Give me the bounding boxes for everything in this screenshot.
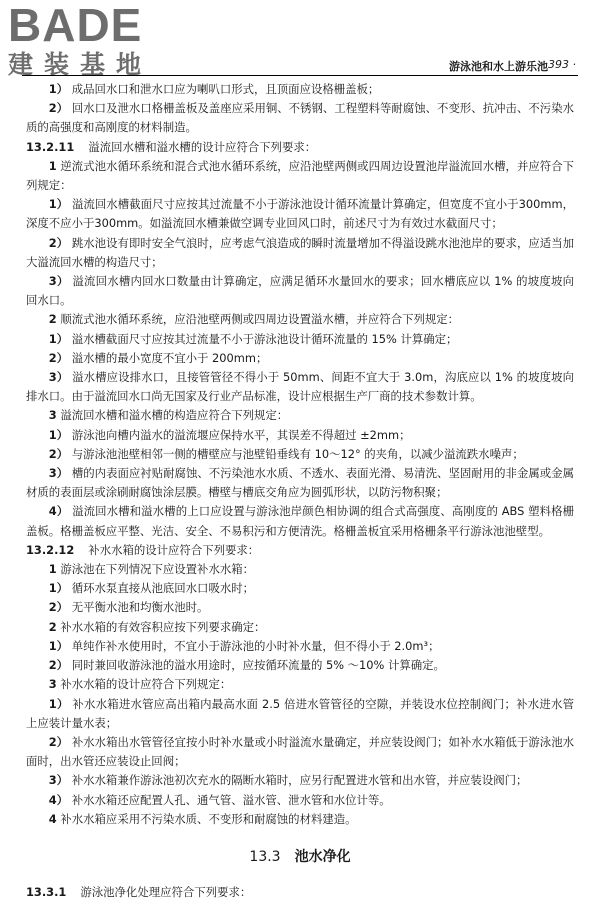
list-item <box>26 330 574 349</box>
item-number: 2） <box>48 658 69 673</box>
item-text: 游泳池向槽内溢水的溢流堰应保持水平，其误差不得超过 ±2mm； <box>71 427 411 442</box>
clause-heading <box>26 541 574 560</box>
item-text: 补水水箱的有效容积应按下列要求确定： <box>60 619 266 634</box>
item-text: 与游泳池池壁相邻一侧的槽壁应与池壁铅垂线有 10～12° 的夹角，以减少溢流跌水噪声； <box>71 446 524 461</box>
logo-wordmark: BADE <box>8 0 143 51</box>
item-text: 溢流回水槽和溢水槽的上口应设置与游泳池岸颜色相协调的组合式高强度、高刚度的 ABS 塑料格栅盖板。格栅盖板应平整、光洁、安全、不易积污和方便清洗。格栅盖板宜采用格栅条平行游泳池池壁型。 <box>26 504 574 538</box>
item-text: 补水水箱兼作游泳池初次充水的隔断水箱时，应另行配置进水管和出水管，并应装设阀门； <box>71 773 528 788</box>
item-number: 3） <box>48 773 69 788</box>
item-text: 单纯作补水使用时，不宜小于游泳池的小时补水量，但不得小于 2.0m³； <box>71 638 440 653</box>
list-item <box>26 234 574 272</box>
item-number: 4 <box>48 811 57 826</box>
clause-number: 13.2.11 <box>26 139 75 154</box>
item-number: 1） <box>48 427 69 442</box>
clause-text: 游泳池净化处理应符合下列要求： <box>80 884 252 899</box>
item-text: 同时兼回收游泳池的溢水用途时，应按循环流量的 5% ～10% 计算确定。 <box>71 658 445 673</box>
list-item <box>26 791 574 810</box>
list-item <box>26 406 574 425</box>
paragraph-list <box>26 80 574 829</box>
item-text: 槽的内表面应衬贴耐腐蚀、不污染池水水质、不透水、表面光滑、易清洗、坚固耐用的非金属或金属材质的表面层或涂刷耐腐蚀涂层膜。槽壁与槽底交角应为圆弧形状，以防污物积聚； <box>26 466 574 500</box>
item-text: 游泳池在下列情况下应设置补水水箱： <box>60 562 255 577</box>
list-item <box>26 426 574 445</box>
logo-subtitle: 建装基地 <box>8 50 153 79</box>
item-text: 溢水槽应设排水口，且接管管径不得小于 50mm、间距不宜大于 3.0m，沟底应以 1% 的坡度坡向排水口。由于溢流回水口尚无国家及行业产品标准，设计应根据生产厂商的技术参数计算。 <box>26 370 575 404</box>
item-text: 补水水箱还应配置人孔、通气管、溢水管、泄水管和水位计等。 <box>71 792 391 807</box>
item-text: 回水口及泄水口格栅盖板及盖座应采用铜、不锈钢、工程塑料等耐腐蚀、不变形、抗冲击、不污染水质的高强度和高刚度的材料制造。 <box>26 101 574 135</box>
list-item <box>26 771 574 790</box>
item-text: 溢流回水槽和溢水槽的构造应符合下列规定： <box>60 408 289 423</box>
clause-heading <box>26 883 574 902</box>
item-number: 3） <box>48 274 69 289</box>
list-item <box>26 637 574 656</box>
item-text: 溢流回水槽内回水口数量由计算确定，应满足循环水量回水的要求；回水槽底应以 1% 的坡度坡向回水口。 <box>26 274 574 308</box>
list-item <box>26 598 574 617</box>
item-number: 1 <box>48 158 57 173</box>
item-number: 3） <box>48 370 69 385</box>
item-text: 补水水箱应采用不污染水质、不变形和耐腐蚀的材料建造。 <box>60 811 357 826</box>
list-item <box>26 695 574 733</box>
list-item <box>26 464 574 502</box>
list-item <box>26 618 574 637</box>
page-number: · 393 · <box>541 58 576 71</box>
item-number: 2） <box>48 446 69 461</box>
item-number: 2） <box>48 350 69 365</box>
item-text: 成品回水口和泄水口应为喇叭口形式，且顶面应设格栅盖板； <box>71 82 380 96</box>
item-number: 2） <box>48 734 69 749</box>
clause-number: 13.3.1 <box>26 884 67 899</box>
item-number: 1） <box>48 581 69 596</box>
list-item <box>26 157 574 195</box>
list-item <box>26 80 574 99</box>
list-item <box>26 502 574 540</box>
item-number: 1） <box>48 331 69 346</box>
item-number: 2） <box>48 235 69 250</box>
item-text: 补水水箱进水管应高出箱内最高水面 2.5 倍进水管管径的空隙，并装设水位控制阀门；补水进水管上应装计量水表； <box>26 696 574 730</box>
list-item <box>26 675 574 694</box>
list-item <box>26 733 574 771</box>
list-item <box>26 560 574 579</box>
item-number: 1 <box>48 562 57 577</box>
item-number: 3 <box>48 408 57 423</box>
list-item <box>26 310 574 329</box>
item-number: 2 <box>48 312 57 327</box>
list-item <box>26 445 574 464</box>
bade-logo <box>8 2 178 80</box>
item-text: 溢水槽的最小宽度不宜小于 200mm； <box>71 350 268 365</box>
item-text: 逆流式池水循环系统和混合式池水循环系统，应沿池壁两侧或四周边设置池岸溢流回水槽，并应符合下列规定： <box>26 158 574 193</box>
item-number: 2） <box>48 600 69 615</box>
list-item <box>26 656 574 675</box>
list-item <box>26 810 574 829</box>
item-number: 1） <box>48 82 69 96</box>
list-item <box>26 195 574 233</box>
section-heading <box>26 847 574 867</box>
list-item <box>26 272 574 310</box>
item-text: 补水水箱出水管管径宜按小时补水量或小时溢流水量确定，并应装设阀门；如补水水箱低于游泳池水面时，出水管还应装设止回阀； <box>26 734 574 769</box>
page-body <box>26 80 574 902</box>
item-number: 2） <box>48 101 69 116</box>
item-number: 1） <box>48 696 69 711</box>
list-item <box>26 349 574 368</box>
item-number: 3） <box>48 466 69 481</box>
item-text: 溢流回水槽和溢水槽的设计应符合下列要求： <box>88 139 317 154</box>
item-text: 跳水池设有即时安全气浪时，应考虑气浪造成的瞬时流量增加不得溢设跳水池池岸的要求，应适当加大溢流回水槽的构造尺寸； <box>26 235 574 269</box>
item-number: 1） <box>48 197 69 212</box>
clause-number: 13.2.12 <box>26 542 75 557</box>
item-number: 2 <box>48 619 57 634</box>
clause-heading <box>26 138 574 157</box>
item-number: 3 <box>48 677 57 692</box>
item-text: 补水水箱的设计应符合下列规定： <box>60 677 232 692</box>
list-item <box>26 368 574 406</box>
header-rule <box>22 75 578 76</box>
item-number: 4） <box>48 792 69 807</box>
section-number: 13.3 <box>249 848 281 865</box>
list-item <box>26 579 574 598</box>
item-number: 1） <box>48 638 69 653</box>
list-item <box>26 99 574 137</box>
running-header-title: 游泳池和水上游乐池 <box>449 60 548 73</box>
item-text: 顺流式池水循环系统，应沿池壁两侧或四周边设置溢水槽，并应符合下列规定： <box>60 312 460 327</box>
item-text: 无平衡水池和均衡水池时。 <box>71 600 209 615</box>
item-text: 溢水槽截面尺寸应按其过流量不小于游泳池设计循环流量的 15% 计算确定； <box>71 331 458 346</box>
section-title: 池水净化 <box>294 848 351 865</box>
item-number: 4） <box>48 504 69 519</box>
item-text: 补水水箱的设计应符合下列要求： <box>88 542 260 557</box>
item-text: 溢流回水槽截面尺寸应按其过流量不小于游泳池设计循环流量计算确定，但宽度不宜小于300mm，深度不应小于300mm。如溢流回水槽兼做空调专业回风口时，前述尺寸为有效过水截面尺寸； <box>26 197 574 231</box>
item-text: 循环水泵直接从池底回水口吸水时； <box>71 581 255 596</box>
